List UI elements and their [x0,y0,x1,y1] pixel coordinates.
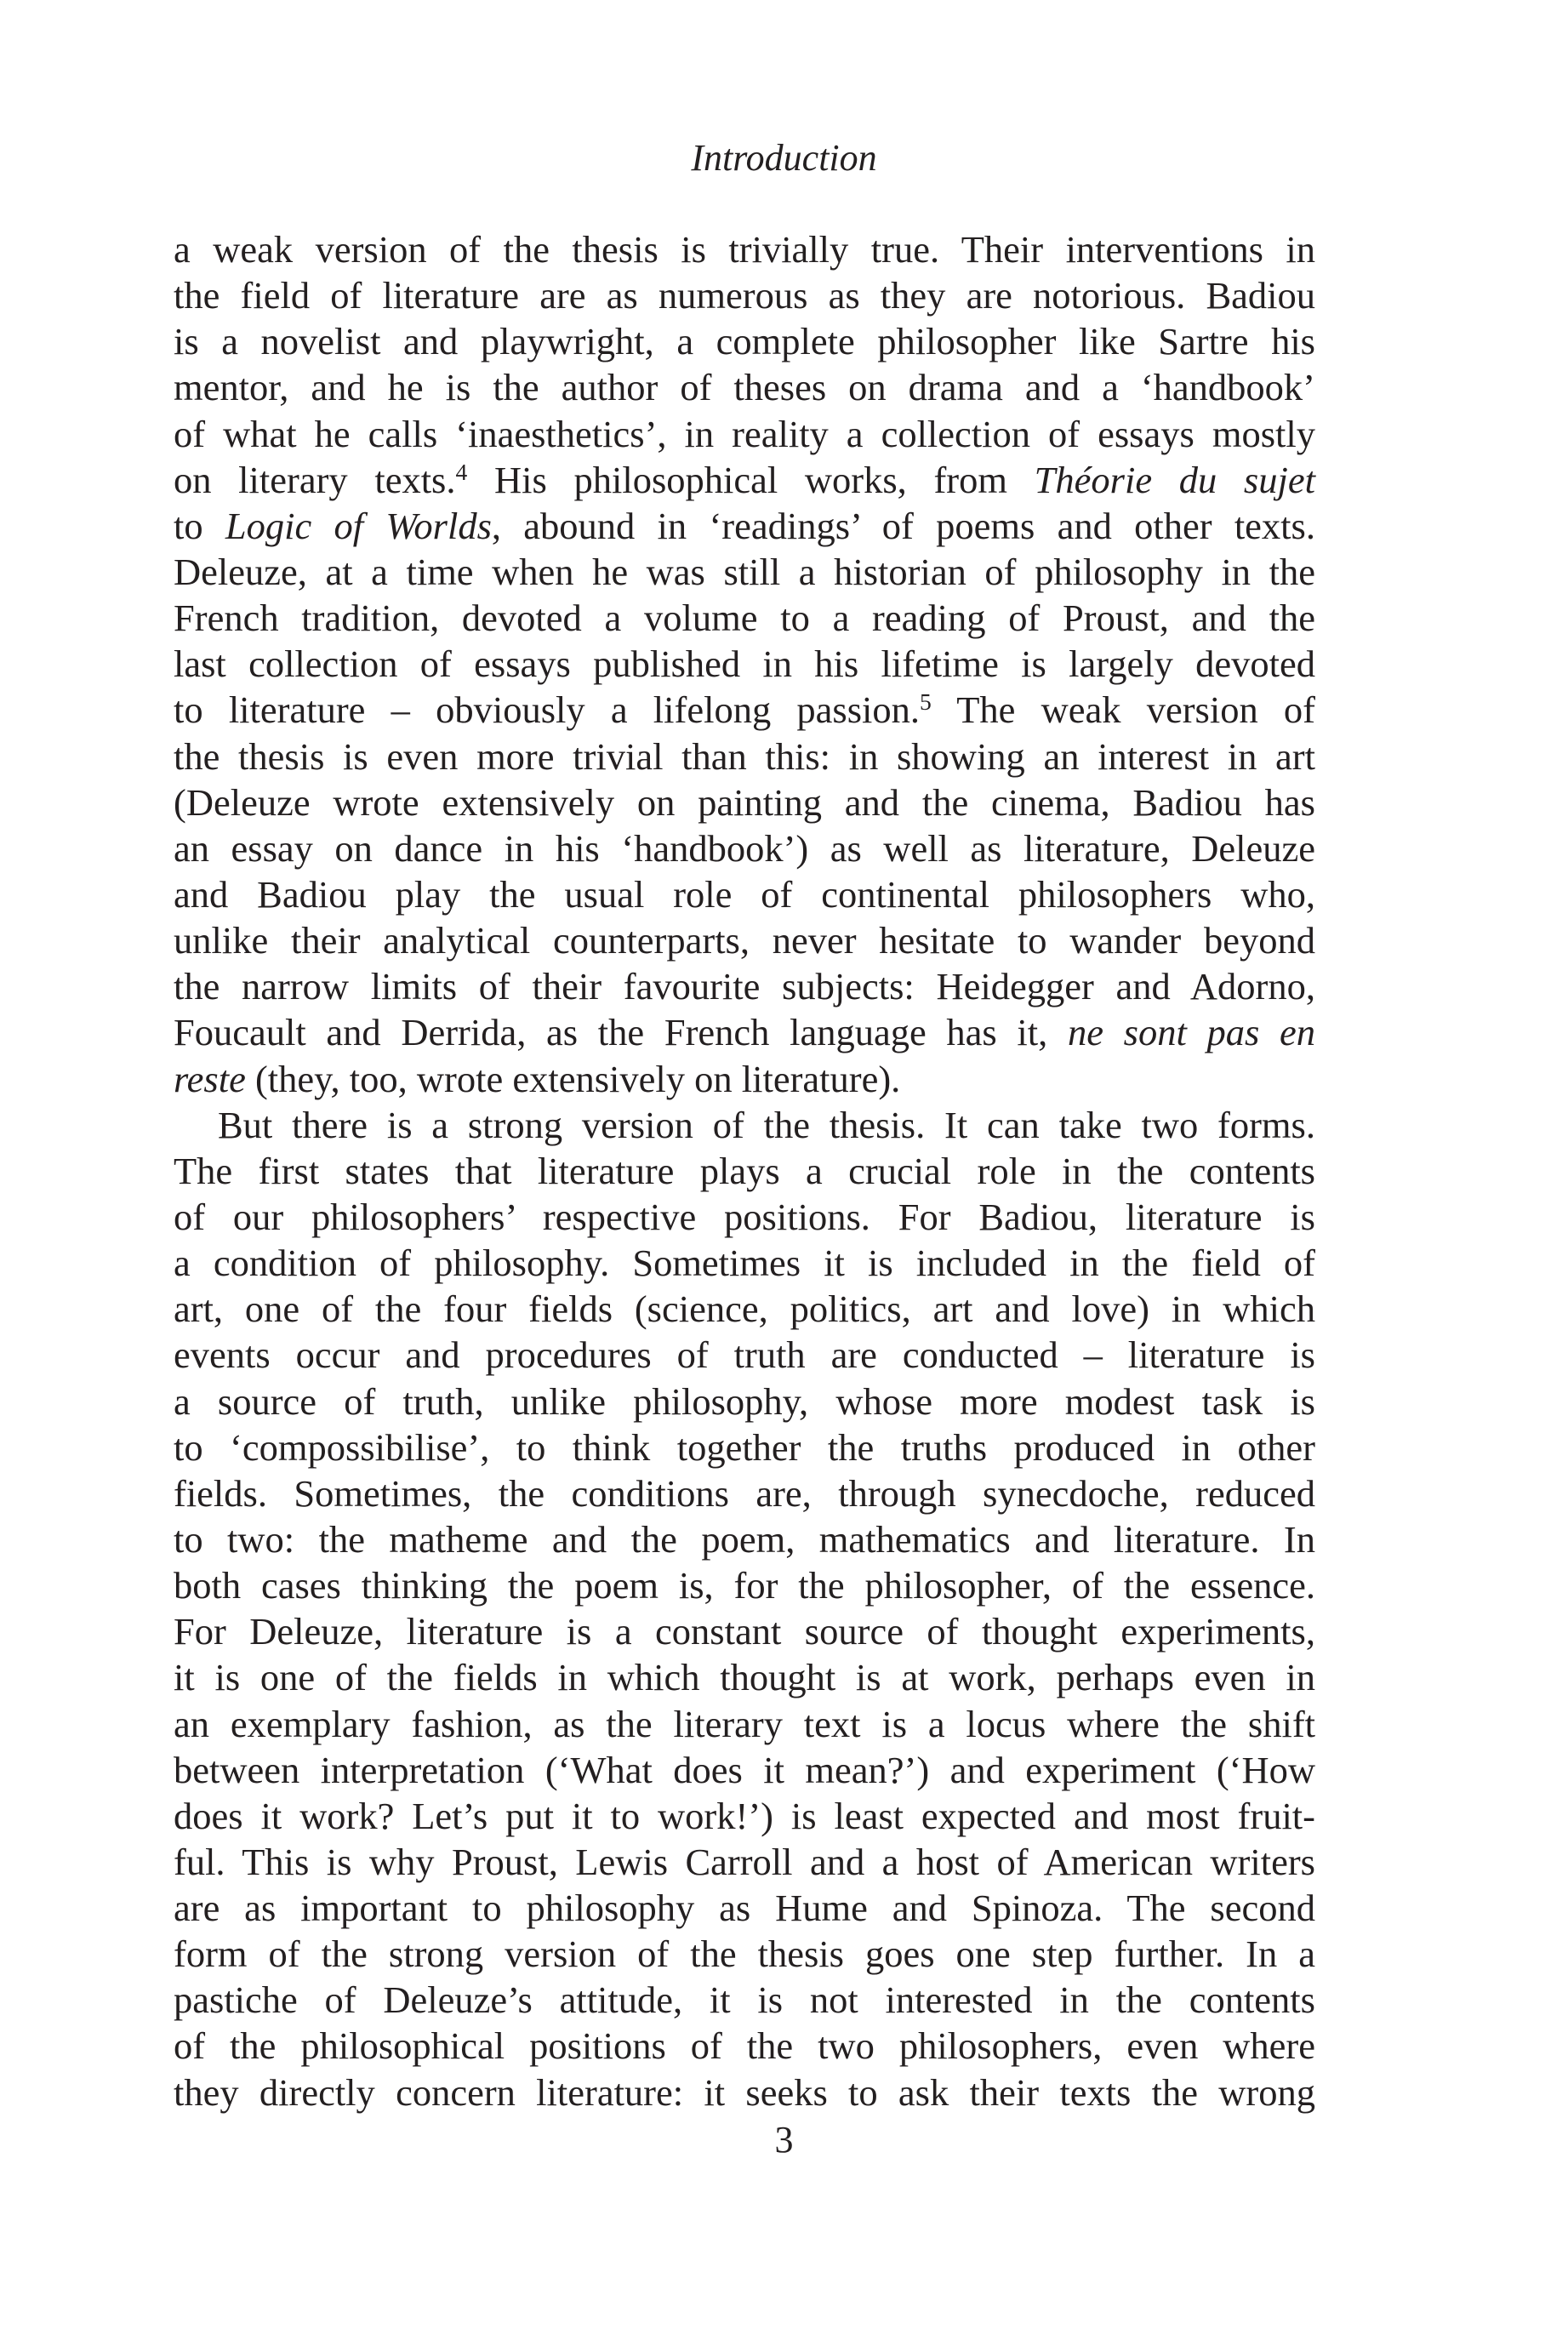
text-line [174,1056,1315,1102]
text-line [174,411,1315,457]
text-segment: are as important to philosophy as Hume and Spinoza. The second [174,1887,1315,1930]
text-segment: of our philosophers’ respective positions. For Badiou, literature is [174,1195,1315,1238]
text-segment: mentor, and he is the author of theses on drama and a ‘handbook’ [174,366,1315,409]
page-number: 3 [774,2119,794,2161]
text-line [174,1009,1315,1055]
text-line [174,779,1315,825]
text-segment: fields. Sometimes, the conditions are, through synecdoche, reduced [174,1471,1315,1515]
text-line [174,734,1315,779]
text-segment: to ‘compossibilise’, to think together the truths produced in other [174,1425,1315,1469]
text-segment: an essay on dance in his ‘handbook’) as well as literature, Deleuze [174,826,1315,870]
text-line [174,1470,1315,1516]
text-segment: is a novelist and playwright, a complete philosopher like Sartre his [174,320,1315,363]
text-segment: on literary texts. [174,458,456,501]
text-segment: ful. This is why Proust, Lewis Carroll and a host of American writers [174,1840,1315,1883]
text-line [174,1194,1315,1240]
text-line [174,1240,1315,1286]
body-text [174,226,1315,2115]
text-segment: The first states that literature plays a crucial role in the contents [174,1149,1315,1192]
text-line [174,226,1315,272]
text-segment: a condition of philosophy. Sometimes it is included in the field of [174,1242,1315,1285]
text-line [174,1931,1315,1977]
text-segment: The weak version of [931,688,1315,732]
running-head: Introduction [691,137,877,179]
text-line [174,272,1315,318]
italic-text: Théorie du sujet [1034,458,1315,501]
text-segment: French tradition, devoted a volume to a reading of Proust, and the [174,597,1315,640]
text-segment: both cases thinking the poem is, for the philosopher, of the essence. [174,1564,1315,1607]
text-segment: to [174,504,225,547]
text-segment: For Deleuze, literature is a constant source of thought experiments, [174,1610,1315,1653]
text-line [174,364,1315,410]
text-line [174,871,1315,917]
text-line [174,503,1315,549]
italic-text: Logic of Worlds [225,504,492,547]
text-line [174,917,1315,963]
text-line [174,1977,1315,2023]
text-segment: the field of literature are as numerous as they are notorious. Badiou [174,274,1315,317]
text-line [174,457,1315,503]
text-line [174,1701,1315,1747]
text-segment: a source of truth, unlike philosophy, whose more modest task is [174,1379,1315,1423]
text-segment: it is one of the fields in which thought is at work, perhaps even in [174,1656,1315,1699]
text-line [174,641,1315,687]
text-segment: Foucault and Derrida, as the French language has it, [174,1011,1068,1054]
text-line [174,1885,1315,1931]
text-segment: But there is a strong version of the thesis. It can take two forms. [218,1103,1315,1146]
text-line [174,1332,1315,1378]
text-line [174,318,1315,364]
text-line [174,549,1315,595]
text-segment: and Badiou play the usual role of continental philosophers who, [174,872,1315,916]
italic-text: reste [174,1057,246,1100]
text-segment: to literature – obviously a lifelong passion. [174,688,921,732]
text-segment: unlike their analytical counterparts, never hesitate to wander beyond [174,919,1315,962]
text-segment: Deleuze, at a time when he was still a historian of philosophy in the [174,550,1315,593]
text-line [174,1562,1315,1608]
footnote-ref: 4 [455,458,468,485]
text-segment: a weak version of the thesis is trivially true. Their interventions in [174,228,1315,271]
text-line [174,1747,1315,1793]
text-segment: (Deleuze wrote extensively on painting and the cinema, Badiou has [174,780,1315,824]
text-segment: of what he calls ‘inaesthetics’, in reality a collection of essays mostly [174,412,1315,455]
text-segment: form of the strong version of the thesis goes one step further. In a [174,1932,1315,1976]
text-line [174,1839,1315,1885]
text-line [174,1793,1315,1839]
text-line [174,1379,1315,1424]
text-line [174,1424,1315,1470]
text-segment: they directly concern literature: it seeks to ask their texts the wrong [174,2070,1315,2114]
text-line [174,963,1315,1009]
text-line [174,1102,1315,1148]
text-segment: of the philosophical positions of the two philosophers, even where [174,2024,1315,2068]
text-segment: events occur and procedures of truth are conducted – literature is [174,1333,1315,1377]
text-segment: does it work? Let’s put it to work!’) is least expected and most fruit- [174,1794,1315,1837]
text-segment: to two: the matheme and the poem, mathematics and literature. In [174,1517,1315,1561]
footnote-ref: 5 [920,688,932,716]
text-segment: the thesis is even more trivial than this: in showing an interest in art [174,734,1315,778]
text-line [174,825,1315,871]
text-line [174,2069,1315,2115]
text-line [174,2023,1315,2069]
text-line [174,1608,1315,1654]
text-segment: last collection of essays published in his lifetime is largely devoted [174,642,1315,686]
text-line [174,1148,1315,1194]
text-segment: between interpretation (‘What does it mean?’) and experiment (‘How [174,1748,1315,1791]
text-segment: pastiche of Deleuze’s attitude, it is not interested in the contents [174,1978,1315,2022]
text-segment: art, one of the four fields (science, politics, art and love) in which [174,1287,1315,1331]
text-segment: His philosophical works, from [467,458,1035,501]
text-line [174,1654,1315,1700]
text-segment: the narrow limits of their favourite subjects: Heidegger and Adorno, [174,965,1315,1008]
text-segment: , abound in ‘readings’ of poems and other texts. [491,504,1315,547]
text-segment: (they, too, wrote extensively on literature). [245,1057,901,1100]
italic-text: ne sont pas en [1067,1011,1315,1054]
text-line [174,687,1315,733]
text-line [174,1516,1315,1562]
text-line [174,595,1315,641]
text-segment: an exemplary fashion, as the literary text is a locus where the shift [174,1702,1315,1745]
text-line [174,1286,1315,1332]
